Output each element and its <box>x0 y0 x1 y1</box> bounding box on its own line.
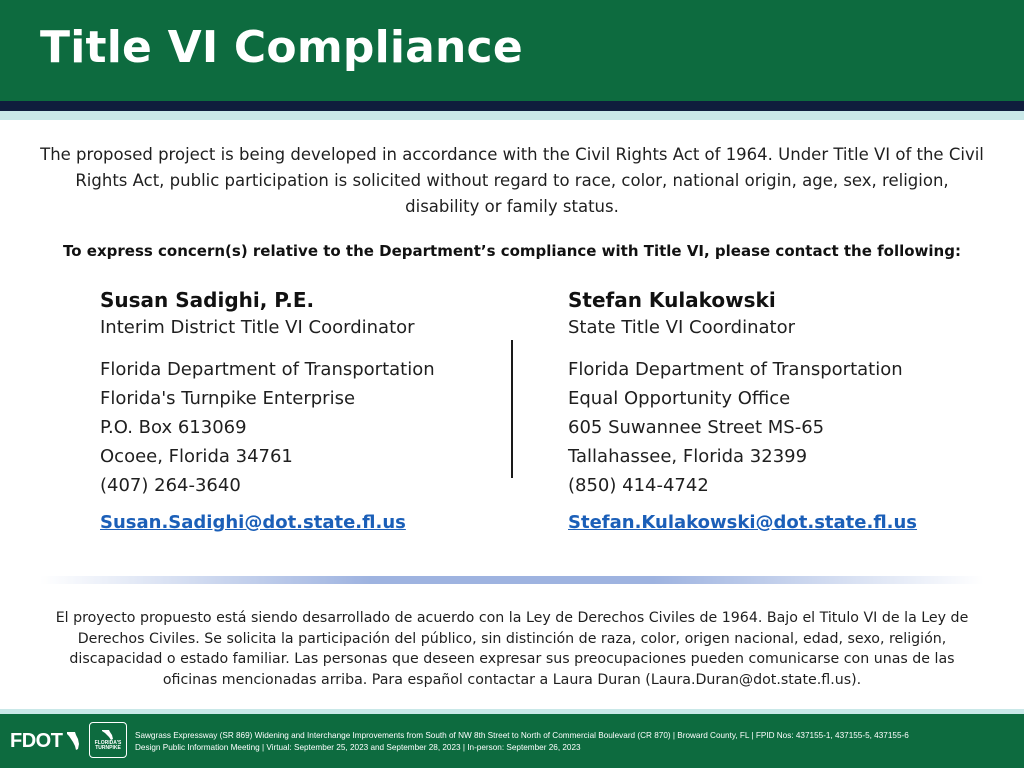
contact-role: State Title VI Coordinator <box>568 317 796 338</box>
contact-email-link[interactable]: Stefan.Kulakowski@dot.state.fl.us <box>568 512 918 533</box>
florida-state-icon <box>66 730 80 752</box>
contact-city: Tallahassee, Florida 32399 <box>568 446 808 467</box>
florida-shape-icon <box>101 729 115 741</box>
footer-project-info <box>135 730 1015 754</box>
contact-office: Florida's Turnpike Enterprise <box>100 388 356 409</box>
fdot-logo-icon <box>10 726 80 756</box>
gradient-separator <box>40 576 984 584</box>
contact-agency: Florida Department of Transportation <box>568 359 903 380</box>
contact-email-link[interactable]: Susan.Sadighi@dot.state.fl.us <box>100 512 406 533</box>
footer-line-project: Sawgrass Expressway (SR 869) Widening and Interchange Improvements from South of NW 8th Street to North of Commercial Boulevard (CR 870) | Broward County, FL | FPID Nos: 437155-1, 437155-5, 437155-6 <box>135 731 909 740</box>
contact-name: Susan Sadighi, P.E. <box>100 288 315 312</box>
footer-line-meeting: Design Public Information Meeting | Virtual: September 25, 2023 and September 28, 2023 | In-person: September 26, 2023 <box>135 743 581 752</box>
contact-card-susan-sadighi <box>100 287 540 533</box>
header-light-stripe <box>0 111 1024 120</box>
turnpike-logo-text: FLORIDA'S TURNPIKE <box>94 739 122 751</box>
contact-divider <box>511 340 513 478</box>
contact-address: P.O. Box 613069 <box>100 417 247 438</box>
contact-lead-text: To express concern(s) relative to the Department’s compliance with Title VI, please contact the following: <box>63 242 961 260</box>
spanish-paragraph: El proyecto propuesto está siendo desarrollado de acuerdo con la Ley de Derechos Civiles de 1964. Bajo el Titulo VI de la Ley de Derechos Civiles. Se solicita la participación del público, sin distinción de raza, color, origen nacional, edad, sexo, religión, discapacidad o estado familiar. Las personas que deseen expresar sus preocupaciones pueden comunicarse con unas de las oficinas mencionadas arriba. Para español contactar a Laura Duran (Laura.Duran@dot.state.fl.us). <box>55 610 969 688</box>
contact-address: 605 Suwannee Street MS-65 <box>568 417 825 438</box>
contact-office: Equal Opportunity Office <box>568 388 791 409</box>
contact-phone: (407) 264-3640 <box>100 475 241 496</box>
florida-turnpike-logo-icon <box>89 722 127 758</box>
contact-phone: (850) 414-4742 <box>568 475 709 496</box>
contact-name: Stefan Kulakowski <box>568 288 776 312</box>
fdot-logo-text: FDOT <box>10 729 63 752</box>
intro-paragraph: The proposed project is being developed in accordance with the Civil Rights Act of 1964. Under Title VI of the Civil Rights Act, public participation is solicited without regard to race, color, national origin, age, sex, religion, disability or family status. <box>40 145 984 216</box>
contact-city: Ocoee, Florida 34761 <box>100 446 293 467</box>
contact-card-stefan-kulakowski <box>568 287 1008 533</box>
contact-agency: Florida Department of Transportation <box>100 359 435 380</box>
contact-role: Interim District Title VI Coordinator <box>100 317 415 338</box>
header-navy-stripe <box>0 101 1024 111</box>
header-banner <box>0 0 1024 101</box>
page-title: Title VI Compliance <box>40 22 523 73</box>
